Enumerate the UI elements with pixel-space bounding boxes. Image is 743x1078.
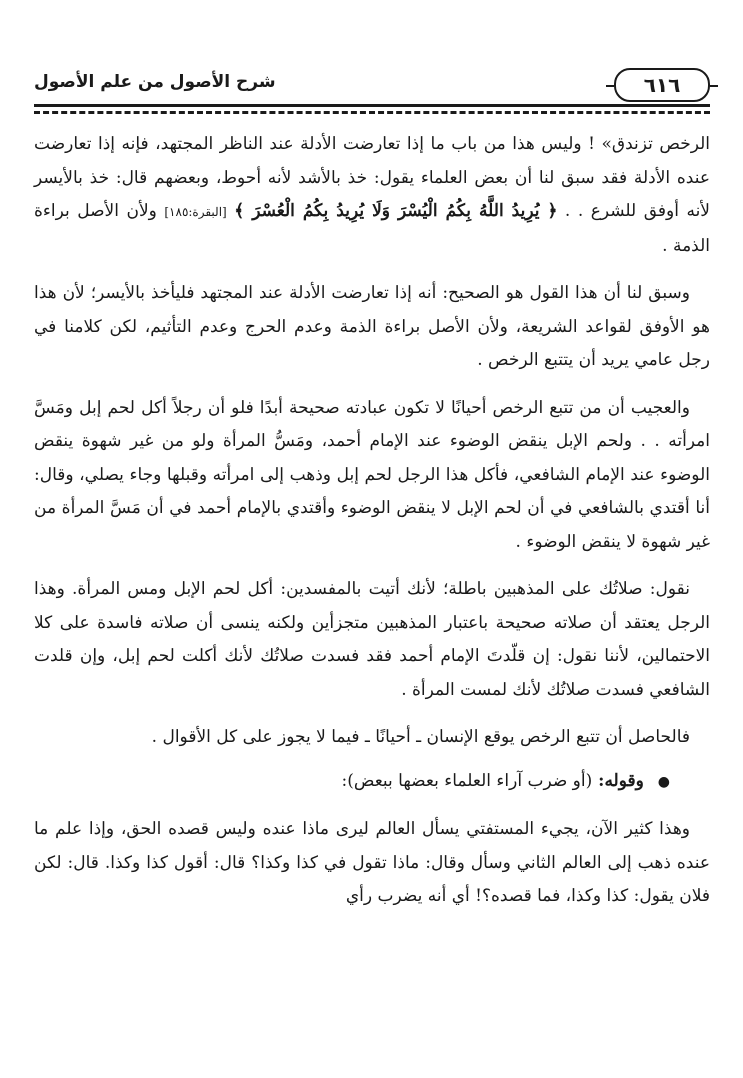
paragraph-3: والعجيب أن من تتبع الرخص أحيانًا لا تكون عبادته صحيحة أبدًا فلو أن رجلاً أكل لحم إبل ومَسَّ امرأته . . ولحم الإبل ينقض الوضوء عند الإمام أحمد، ومَسُّ المرأة ولو من غير شهوة ينقض الوضوء عند الإمام الشافعي، فأكل هذا الرجل لحم إبل وذهب إلى امرأته وقبلها وجاء يصلي، وقال: أنا أقتدي بالشافعي في أن لحم الإبل لا ينقض الوضوء وأقتدي بالإمام أحمد في أن مَسَّ المرأة من غير شهوة لا ينقض الوضوء . (34, 397, 710, 552)
verse-reference: [البقرة:١٨٥] (164, 205, 227, 219)
header-rule (34, 104, 710, 107)
paragraph-4: نقول: صلاتُك على المذهبين باطلة؛ لأنك أتيت بالمفسدين: أكل لحم الإبل ومس المرأة. وهذا الرجل يعتقد أن صلاته صحيحة باعتبار المذهبين متجزأين ولكنه ينسى أن صلاته فاسدة على كلا الاحتمالين، لأننا نقول: إن قلّدتَ الإمام أحمد فقد فسدت صلاتُك لأنك أكلت لحم إبل، وإن قلدت الشافعي فسدت صلاتُك لأنك لمست المرأة . (34, 579, 710, 700)
header-dashed-rule (34, 111, 710, 114)
paragraph-1 (34, 128, 710, 263)
paragraph-1-text-a: الرخص تزندق» ! وليس هذا من باب ما إذا تعارضت الأدلة عند الناظر المجتهد، فإنه إذا تعارضت عنده الأدلة فقد سبق لنا أن بعض العلماء يقول: خذ بالأشد لأنه أحوط، وبعضهم قال: خذ بالأيسر لأنه أوفق للشرع . . (34, 134, 710, 221)
quoted-heading (34, 765, 710, 800)
heading-quote: (أو ضرب آراء العلماء بعضها ببعض): (341, 770, 593, 791)
paragraph-2: وسبق لنا أن هذا القول هو الصحيح: أنه إذا تعارضت الأدلة عند المجتهد فليأخذ بالأيسر؛ لأن هذا هو الأوفق لقواعد الشريعة، ولأن الأصل براءة الذمة وعدم الحرج وعدم التأثيم، لكن كلامنا في رجل عامي يريد أن يتتبع الرخص . (34, 283, 710, 370)
page-header (34, 62, 710, 106)
page-body (34, 128, 710, 914)
quran-verse: ﴿ يُرِيدُ اللَّهُ بِكُمُ الْيُسْرَ وَلَا يُرِيدُ بِكُمُ الْعُسْرَ ﴾ (234, 201, 558, 221)
bullet-icon: ● (657, 773, 670, 790)
paragraph-1-text-b: ولأن الأصل براءة الذمة . (34, 201, 710, 256)
paragraph-5: فالحاصل أن تتبع الرخص يوقع الإنسان ـ أحيانًا ـ فيما لا يجوز على كل الأقوال . (151, 727, 690, 747)
book-title: شرح الأصول من علم الأصول (34, 72, 276, 92)
page-number-badge (614, 68, 710, 102)
heading-label: وقوله: (598, 770, 644, 791)
paragraph-6: وهذا كثير الآن، يجيء المستفتي يسأل العالم ليرى ماذا عنده وليس قصده الحق، وإذا علم ما عنده ذهب إلى العالم الثاني وسأل وقال: ماذا تقول في كذا وكذا؟ قال: أقول كذا وكذا. قال: لكن فلان يقول: كذا وكذا، فما قصده؟! أي أنه يضرب رأي (34, 819, 710, 906)
page-number: ٦١٦ (643, 73, 681, 97)
